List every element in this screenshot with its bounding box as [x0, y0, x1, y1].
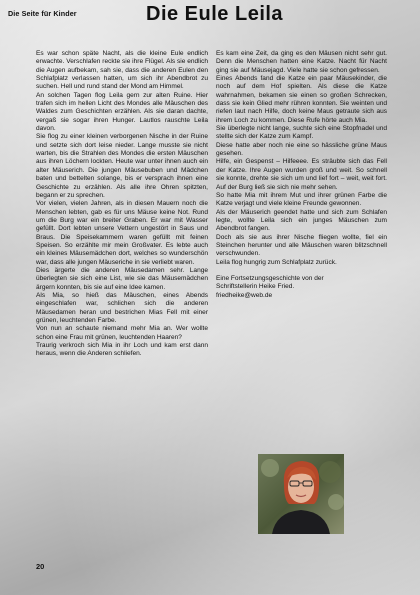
section-label: Die Seite für Kinder: [8, 9, 77, 18]
paragraph: So hatte Mia mit ihrem Mut und ihrer grünen Farbe die Katze verjagt und viele kleine Freunde gewonnen.: [216, 191, 387, 208]
right-column: [216, 50, 387, 300]
paragraph: Sie flog zu einer kleinen verborgenen Nische in der Ruine und setzte sich dort leise nieder. Lange musste sie nicht warten, bis die Strahlen des Mondes die ersten Mäuschen aus ihren Löchern lockten. Heute war unter ihnen auch ein alter Mäuserich. Die jungen Mäusebuben und Mädchen baten und bettelten solange, bis er versprach ihnen eine Geschichte zu erzählen. Als alle ihre Ohren spitzten, begann er zu sprechen.: [36, 133, 208, 199]
author-credit-name: Schriftstellerin Heike Fried.: [216, 283, 295, 291]
paragraph: An solchen Tagen flog Leila gern zur alten Ruine. Hier trafen sich im hellen Licht des Mondes alle Mäuschen des Waldes zum Geschichten erzählen. Als sie daran dachte, vergaß sie sogar ihren Hunger. Lautlos rauschte Leila davon.: [36, 91, 208, 133]
paragraph: Traurig verkroch sich Mia in ihr Loch und kam erst dann heraus, wenn die Anderen schliefen.: [36, 342, 208, 358]
paragraph: Als Mia, so hieß das Mäuschen, eines Abends eingeschlafen war, schlichen sich die anderen Mäusedamen heran und bestrichen Mias Fell mit einer grünen, leuchtenden Farbe.: [36, 291, 208, 324]
page-title: Die Eule Leila: [146, 3, 284, 25]
paragraph: Eines Abends fand die Katze ein paar Mäusekinder, die noch auf dem Hof spielten. Als diese die Katze wahrnahmen, bekamen sie einen so großen Schrecken, dass sie kein Glied mehr rühren konnten. Sie weinten und riefen laut nach Hilfe, doch keine Maus getraute sich aus ihrem Loch zu kommen. Diese Rufe hörte auch Mia.: [216, 75, 387, 124]
paragraph: Von nun an schaute niemand mehr Mia an. Wer wollte schon eine Frau mit grünen, leuchtenden Haaren?: [36, 325, 208, 341]
author-photo: [258, 454, 344, 534]
page-number: 20: [36, 562, 45, 571]
spacer: [216, 267, 387, 275]
paragraph: Doch als sie aus ihrer Nische fliegen wollte, fiel ein Steinchen herunter und alle Mäuschen waren blitzschnell verschwunden.: [216, 233, 387, 258]
author-credit-line: Eine Fortsetzungsgeschichte von der: [216, 274, 324, 282]
paragraph: Es war schon späte Nacht, als die kleine Eule endlich erwachte. Verschlafen reckte sie ihre Flügel. Als sie endlich die Augen aufbekam, sah sie, dass die anderen Eulen den Schlafplatz verlassen hatten, um sich ihr Abendbrot zu suchen. Hell und rund stand der Mond am Himmel.: [36, 50, 208, 91]
paragraph: Sie überlegte nicht lange, suchte sich eine Stopfnadel und stellte sich der Katze zum Kampf.: [216, 125, 387, 141]
paragraph: Dies ärgerte die anderen Mäusedamen sehr. Lange überlegten sie sich eine List, wie sie das Mäusemädchen ärgern konnten, bis sie auf eine Idee kamen.: [36, 266, 208, 291]
paragraph: Als der Mäuserich geendet hatte und sich zum Schlafen legte, wollte Leila sich ein junges Mäuschen zum Abendbrot fangen.: [216, 208, 387, 233]
paragraph: Hilfe, ein Gespenst – Hilfeeee. Es sträubte sich das Fell der Katze. Ihre Augen wurden groß und weit. So schnell sie konnte, drehte sie sich um und lief fort – weit, weit fort. Auf der Burg ließ sie sich nie mehr sehen.: [216, 158, 387, 191]
paragraph: Leila flog hungrig zum Schlafplatz zurück.: [216, 258, 337, 266]
paragraph: Diese hatte aber noch nie eine so hässliche grüne Maus gesehen.: [216, 141, 387, 158]
paragraph: Es kam eine Zeit, da ging es den Mäusen nicht sehr gut. Denn die Menschen hatten eine Katze. Nacht für Nacht ging sie auf Mäusejagd. Viele hatte sie schon gefressen.: [216, 50, 387, 74]
paragraph: Vor vielen, vielen Jahren, als in diesen Mauern noch die Menschen lebten, gab es für uns Mäuse keine Not. Rund um die Burg war ein breiter Graben. Er war mit Wasser gefüllt. Dort lebten unsere Vettern ungestört in Saus und Braus. Die Speisekammern waren gefüllt mit feinen Speisen. So erzählte mir mein Großvater. Es lebte auch ein kleines Mäusemädchen dort, welches so wunderschön war, dass alle jungen Mäuseriche in sie verliebt waren.: [36, 200, 208, 266]
author-email: friedheike@web.de: [216, 291, 273, 299]
left-column: [36, 50, 208, 359]
